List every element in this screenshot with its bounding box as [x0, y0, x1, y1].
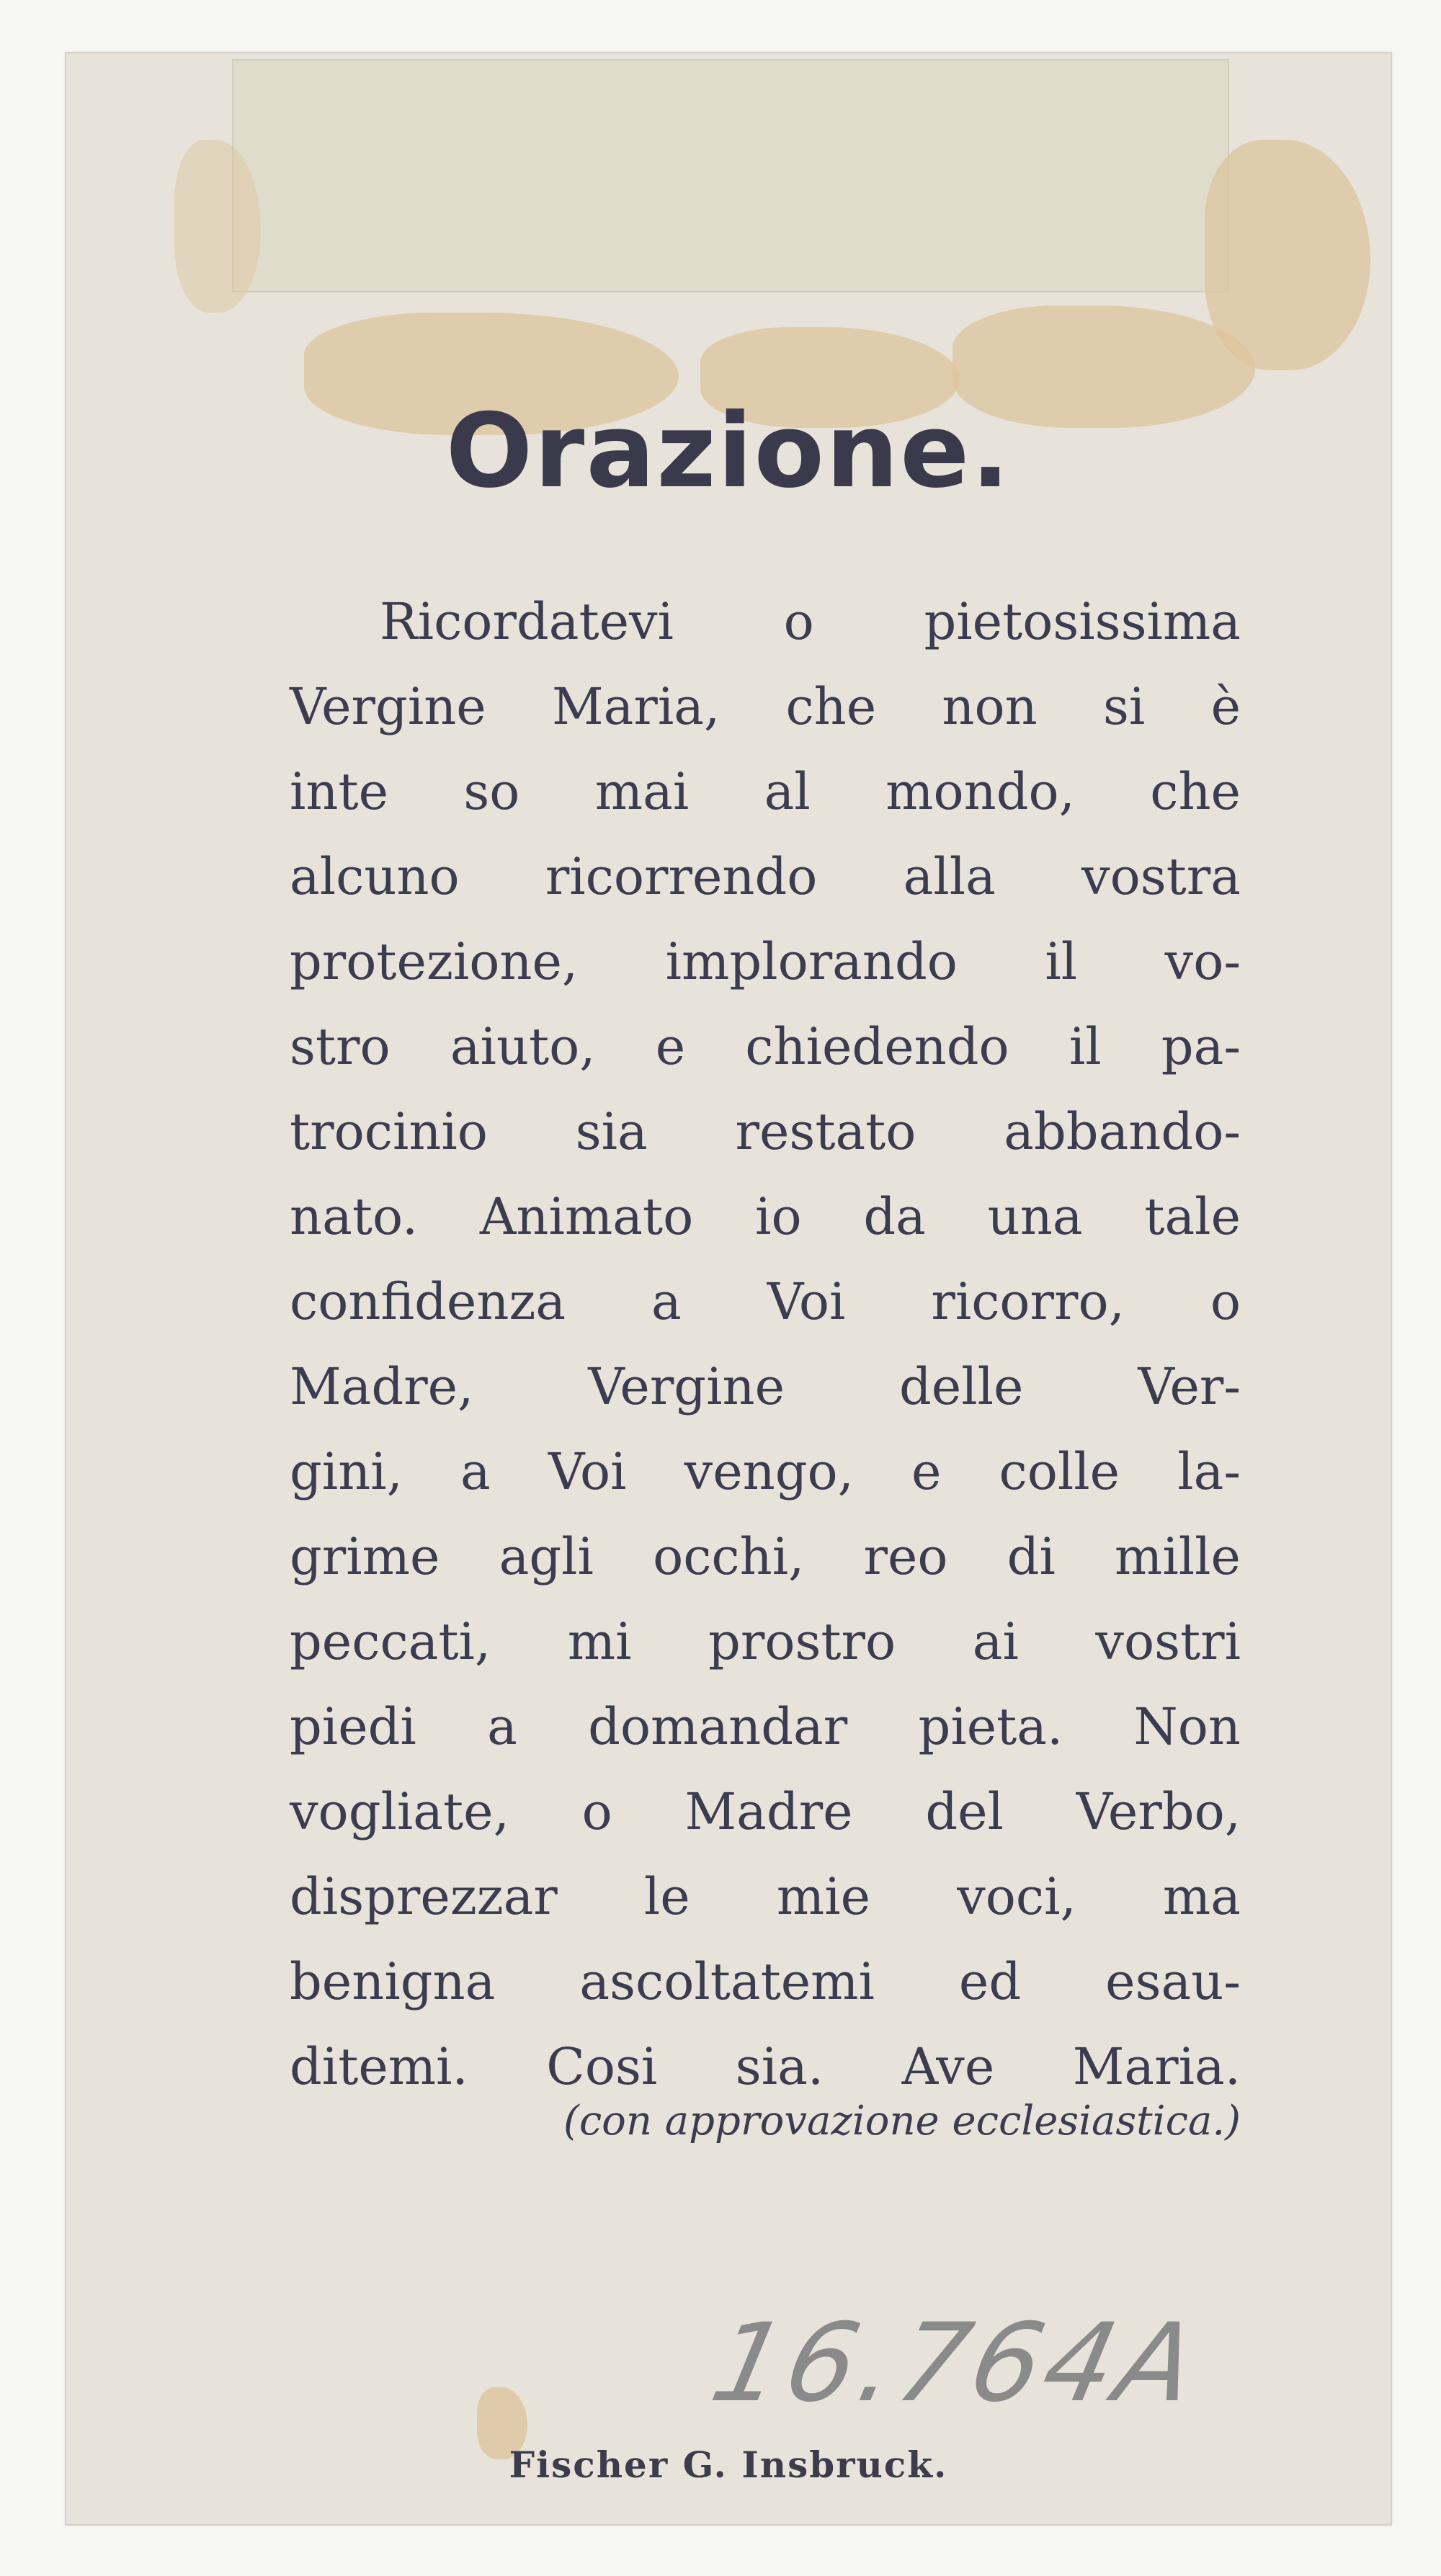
printer-credit: Fischer G. Insbruck. [509, 2443, 948, 2486]
prayer-line: confidenza a Voi ricorro, o [290, 1272, 1241, 1331]
prayer-line: Ricordatevi o pietosissima [380, 592, 1241, 651]
prayer-text [290, 579, 1241, 2109]
prayer-line: benigna ascoltatemi ed esau- [290, 1952, 1241, 2011]
prayer-line: vogliate, o Madre del Verbo, [290, 1782, 1241, 1841]
prayer-line: disprezzar le mie voci, ma [290, 1867, 1241, 1926]
prayer-line: trocinio sia restato abbando- [290, 1102, 1241, 1161]
tape-strip [232, 59, 1229, 292]
prayer-line: protezione, implorando il vo- [290, 932, 1241, 991]
prayer-line: inte so mai al mondo, che [290, 762, 1241, 821]
prayer-line: Vergine Maria, che non si è [290, 677, 1241, 736]
prayer-line: gini, a Voi vengo, e colle la- [290, 1442, 1241, 1501]
prayer-line: ditemi. Cosi sia. Ave Maria. [290, 2037, 1241, 2096]
prayer-line: stro aiuto, e chiedendo il pa- [290, 1017, 1241, 1076]
prayer-card [65, 52, 1392, 2526]
handwritten-inventory-number: 16.764A [701, 2301, 1210, 2426]
approval-note: (con approvazione ecclesiastica.) [563, 2098, 1241, 2145]
prayer-line: Madre, Vergine delle Ver- [290, 1357, 1241, 1416]
glue-stain [1205, 140, 1370, 370]
prayer-line: alcuno ricorrendo alla vostra [290, 847, 1241, 906]
prayer-title: Orazione. [445, 392, 1012, 511]
prayer-line: peccati, mi prostro ai vostri [290, 1612, 1241, 1671]
prayer-line: piedi a domandar pieta. Non [290, 1697, 1241, 1756]
prayer-line: grime agli occhi, reo di mille [290, 1527, 1241, 1586]
prayer-line: nato. Animato io da una tale [290, 1187, 1241, 1246]
